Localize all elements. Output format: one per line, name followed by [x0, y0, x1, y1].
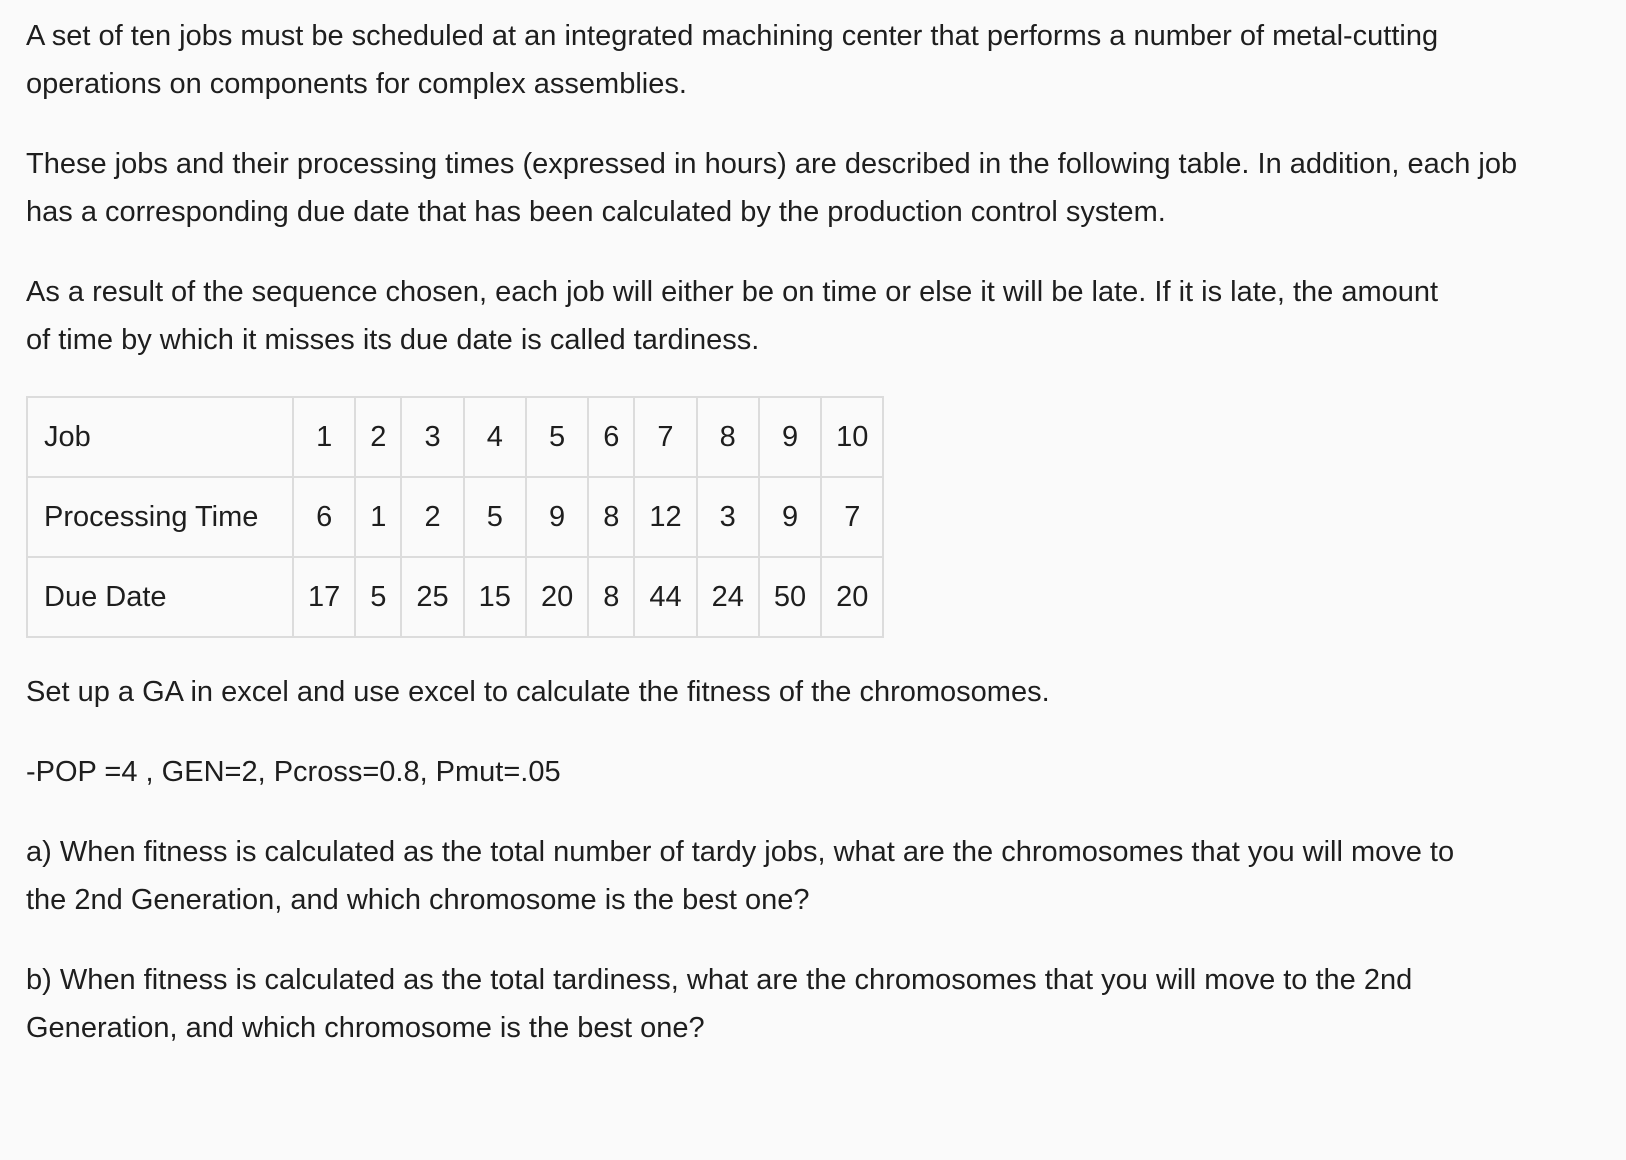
table-cell: 3 — [401, 397, 463, 477]
table-row-label: Job — [27, 397, 293, 477]
ga-parameters-text: -POP =4 , GEN=2, Pcross=0.8, Pmut=.05 — [26, 756, 561, 788]
question-b: b) When fitness is calculated as the total tardiness, what are the chromosomes that you will move to the 2nd Generation, and which chromosome is the best one? — [26, 964, 1413, 1044]
table-cell: 6 — [293, 477, 355, 557]
table-cell: 5 — [464, 477, 526, 557]
table-cell: 1 — [293, 397, 355, 477]
table-row-label: Processing Time — [27, 477, 293, 557]
table-row — [27, 397, 883, 477]
table-cell: 7 — [634, 397, 696, 477]
table-cell: 8 — [588, 477, 634, 557]
table-cell: 7 — [821, 477, 883, 557]
table-cell: 5 — [355, 557, 401, 637]
table-cell: 20 — [821, 557, 883, 637]
intro-paragraph: A set of ten jobs must be scheduled at an integrated machining center that performs a number of metal-cutting operations on components for complex assemblies. — [26, 20, 1439, 100]
table-cell: 25 — [401, 557, 463, 637]
table-cell: 15 — [464, 557, 526, 637]
table-cell: 5 — [526, 397, 588, 477]
table-cell: 9 — [526, 477, 588, 557]
table-cell: 8 — [588, 557, 634, 637]
table-cell: 12 — [634, 477, 696, 557]
table-cell: 2 — [355, 397, 401, 477]
table-cell: 9 — [759, 477, 821, 557]
table-cell: 50 — [759, 557, 821, 637]
table-cell: 24 — [697, 557, 759, 637]
problem-content — [26, 12, 1586, 1084]
table-cell: 2 — [401, 477, 463, 557]
table-cell: 4 — [464, 397, 526, 477]
table-cell: 9 — [759, 397, 821, 477]
table-cell: 3 — [697, 477, 759, 557]
jobs-table-wrapper — [26, 396, 1586, 638]
table-cell: 10 — [821, 397, 883, 477]
table-cell: 44 — [634, 557, 696, 637]
table-row — [27, 557, 883, 637]
question-a: a) When fitness is calculated as the total number of tardy jobs, what are the chromosomes that you will move to the 2nd Generation, and which chromosome is the best one? — [26, 836, 1455, 916]
ga-setup-text: Set up a GA in excel and use excel to calculate the fitness of the chromosomes. — [26, 676, 1050, 708]
table-row-label: Due Date — [27, 557, 293, 637]
table-cell: 17 — [293, 557, 355, 637]
tardiness-paragraph: As a result of the sequence chosen, each job will either be on time or else it will be late. If it is late, the amount of time by which it misses its due date is called tardiness. — [26, 276, 1439, 356]
table-cell: 20 — [526, 557, 588, 637]
table-cell: 1 — [355, 477, 401, 557]
table-row — [27, 477, 883, 557]
table-cell: 6 — [588, 397, 634, 477]
jobs-description-paragraph: These jobs and their processing times (expressed in hours) are described in the following table. In addition, each job has a corresponding due date that has been calculated by the production control system. — [26, 148, 1518, 228]
table-cell: 8 — [697, 397, 759, 477]
jobs-table — [26, 396, 884, 638]
